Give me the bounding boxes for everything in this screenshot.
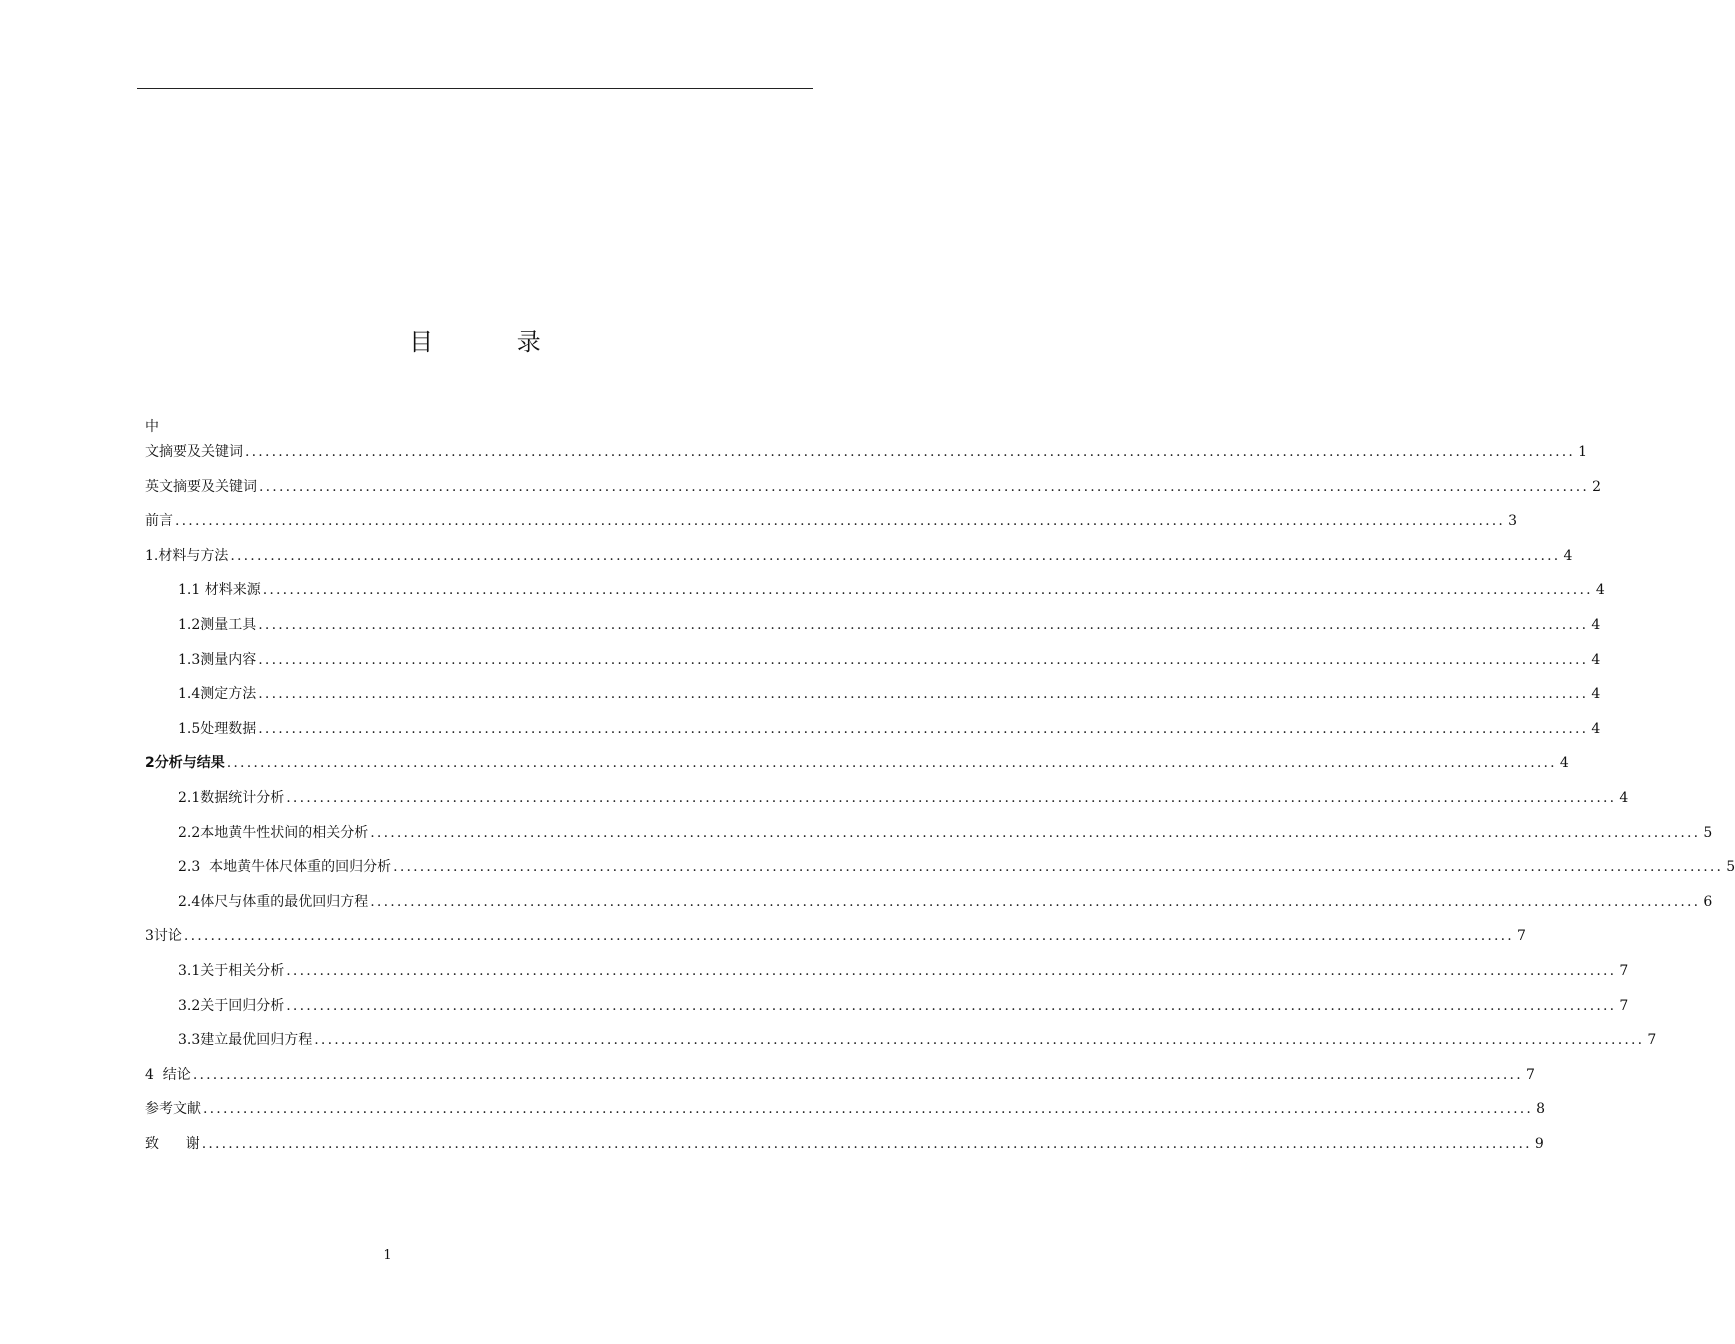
- toc-entry-label: 前言: [145, 513, 173, 529]
- toc-dot-leader: ........................................................................................................................................................................................................: [226, 755, 1557, 771]
- toc-entry[interactable]: [178, 580, 1605, 600]
- toc-entry-page: 9: [1534, 1136, 1544, 1152]
- toc-entry-page: 7: [1619, 998, 1629, 1014]
- toc-entry-label: 3.2关于回归分析: [178, 998, 285, 1014]
- toc-entry[interactable]: [178, 1030, 1657, 1050]
- toc-dot-leader: ........................................................................................................................................................................................................: [258, 721, 1589, 737]
- toc-dot-leader: ........................................................................................................................................................................................................: [393, 859, 1724, 875]
- toc-entry[interactable]: [178, 719, 1601, 739]
- page-number: 1: [383, 1248, 392, 1263]
- toc-entry-page: 2: [1592, 479, 1602, 495]
- toc-entry-page: 4: [1595, 582, 1605, 598]
- toc-entry-label: 1.1 材料来源: [178, 582, 261, 598]
- toc-dot-leader: ........................................................................................................................................................................................................: [286, 790, 1617, 806]
- toc-entry[interactable]: [178, 823, 1713, 843]
- toc-entry-label: 1.2测量工具: [178, 617, 257, 633]
- toc-entry-page: 3: [1508, 513, 1518, 529]
- toc-entry[interactable]: [145, 477, 1602, 497]
- toc-entry-page: 7: [1525, 1067, 1535, 1083]
- toc-dot-leader: ........................................................................................................................................................................................................: [370, 894, 1701, 910]
- toc-entry-page: 4: [1591, 617, 1601, 633]
- toc-entry-label: 4 结论: [145, 1067, 191, 1083]
- toc-dot-leader: ........................................................................................................................................................................................................: [370, 825, 1701, 841]
- toc-entry[interactable]: [145, 1065, 1535, 1085]
- toc-entry-label: 参考文献: [145, 1101, 201, 1117]
- toc-dot-leader: ........................................................................................................................................................................................................: [245, 444, 1576, 460]
- toc-first-line-head: 中: [145, 419, 159, 435]
- toc-entry-label: 致 谢: [145, 1136, 200, 1152]
- toc-entry-page: 5: [1726, 859, 1735, 875]
- toc-entry-page: 7: [1619, 963, 1629, 979]
- toc-entry[interactable]: [178, 892, 1713, 912]
- toc-entry[interactable]: [145, 753, 1569, 773]
- toc-entry[interactable]: [178, 684, 1601, 704]
- toc-entry-label: 1.材料与方法: [145, 548, 229, 564]
- toc-entry[interactable]: [145, 1099, 1546, 1119]
- toc-entry-page: 4: [1563, 548, 1573, 564]
- toc-entry-label: 2.4体尺与体重的最优回归方程: [178, 894, 369, 910]
- toc-entry-page: 4: [1559, 755, 1569, 771]
- toc-entry[interactable]: [178, 615, 1601, 635]
- page-title: 目 录: [409, 328, 579, 356]
- toc-entry-label: 2分析与结果: [145, 755, 225, 771]
- header-rule: [137, 88, 813, 89]
- toc-entry[interactable]: [178, 857, 1735, 877]
- toc-entry[interactable]: [145, 546, 1573, 566]
- toc-dot-leader: ........................................................................................................................................................................................................: [286, 963, 1617, 979]
- toc-entry-page: 4: [1619, 790, 1629, 806]
- toc-dot-leader: ........................................................................................................................................................................................................: [201, 1136, 1532, 1152]
- toc-entry-label: 2.1数据统计分析: [178, 790, 285, 806]
- toc-entry[interactable]: [145, 442, 1588, 462]
- toc-dot-leader: ........................................................................................................................................................................................................: [258, 617, 1589, 633]
- toc-entry-page: 6: [1703, 894, 1713, 910]
- toc-entry[interactable]: [145, 926, 1526, 946]
- toc-entry-page: 1: [1578, 444, 1588, 460]
- toc-dot-leader: ........................................................................................................................................................................................................: [230, 548, 1561, 564]
- toc-dot-leader: ........................................................................................................................................................................................................: [175, 513, 1506, 529]
- toc-entry[interactable]: [145, 511, 1518, 531]
- toc-dot-leader: ........................................................................................................................................................................................................: [203, 1101, 1534, 1117]
- toc-entry[interactable]: [145, 1134, 1544, 1154]
- toc-entry-label: 2.3 本地黄牛体尺体重的回归分析: [178, 859, 392, 875]
- toc-entry[interactable]: [178, 996, 1629, 1016]
- toc-entry-label: 文摘要及关键词: [145, 444, 243, 460]
- toc-entry[interactable]: [178, 650, 1601, 670]
- toc-entry-label: 英文摘要及关键词: [145, 479, 257, 495]
- toc-entry-label: 1.4测定方法: [178, 686, 257, 702]
- toc-dot-leader: ........................................................................................................................................................................................................: [314, 1032, 1645, 1048]
- toc-dot-leader: ........................................................................................................................................................................................................: [262, 582, 1593, 598]
- toc-dot-leader: ........................................................................................................................................................................................................: [183, 928, 1514, 944]
- toc-entry-label: 3.1关于相关分析: [178, 963, 285, 979]
- toc-dot-leader: ........................................................................................................................................................................................................: [192, 1067, 1523, 1083]
- toc-entry-page: 5: [1703, 825, 1713, 841]
- toc-entry-label: 1.3测量内容: [178, 652, 257, 668]
- toc-entry[interactable]: [178, 788, 1629, 808]
- toc-entry-page: 7: [1647, 1032, 1657, 1048]
- toc-entry-label: 3.3建立最优回归方程: [178, 1032, 313, 1048]
- toc-entry-page: 8: [1536, 1101, 1546, 1117]
- toc-dot-leader: ........................................................................................................................................................................................................: [259, 479, 1590, 495]
- toc-entry[interactable]: [178, 961, 1629, 981]
- toc-dot-leader: ........................................................................................................................................................................................................: [258, 686, 1589, 702]
- toc-entry-label: 3讨论: [145, 928, 182, 944]
- toc-entry-page: 4: [1591, 652, 1601, 668]
- toc-entry-page: 4: [1591, 721, 1601, 737]
- toc-entry-page: 4: [1591, 686, 1601, 702]
- toc-dot-leader: ........................................................................................................................................................................................................: [258, 652, 1589, 668]
- toc-entry-page: 7: [1517, 928, 1526, 944]
- toc-entry-label: 1.5处理数据: [178, 721, 257, 737]
- toc-dot-leader: ........................................................................................................................................................................................................: [286, 998, 1617, 1014]
- toc-entry-label: 2.2本地黄牛性状间的相关分析: [178, 825, 369, 841]
